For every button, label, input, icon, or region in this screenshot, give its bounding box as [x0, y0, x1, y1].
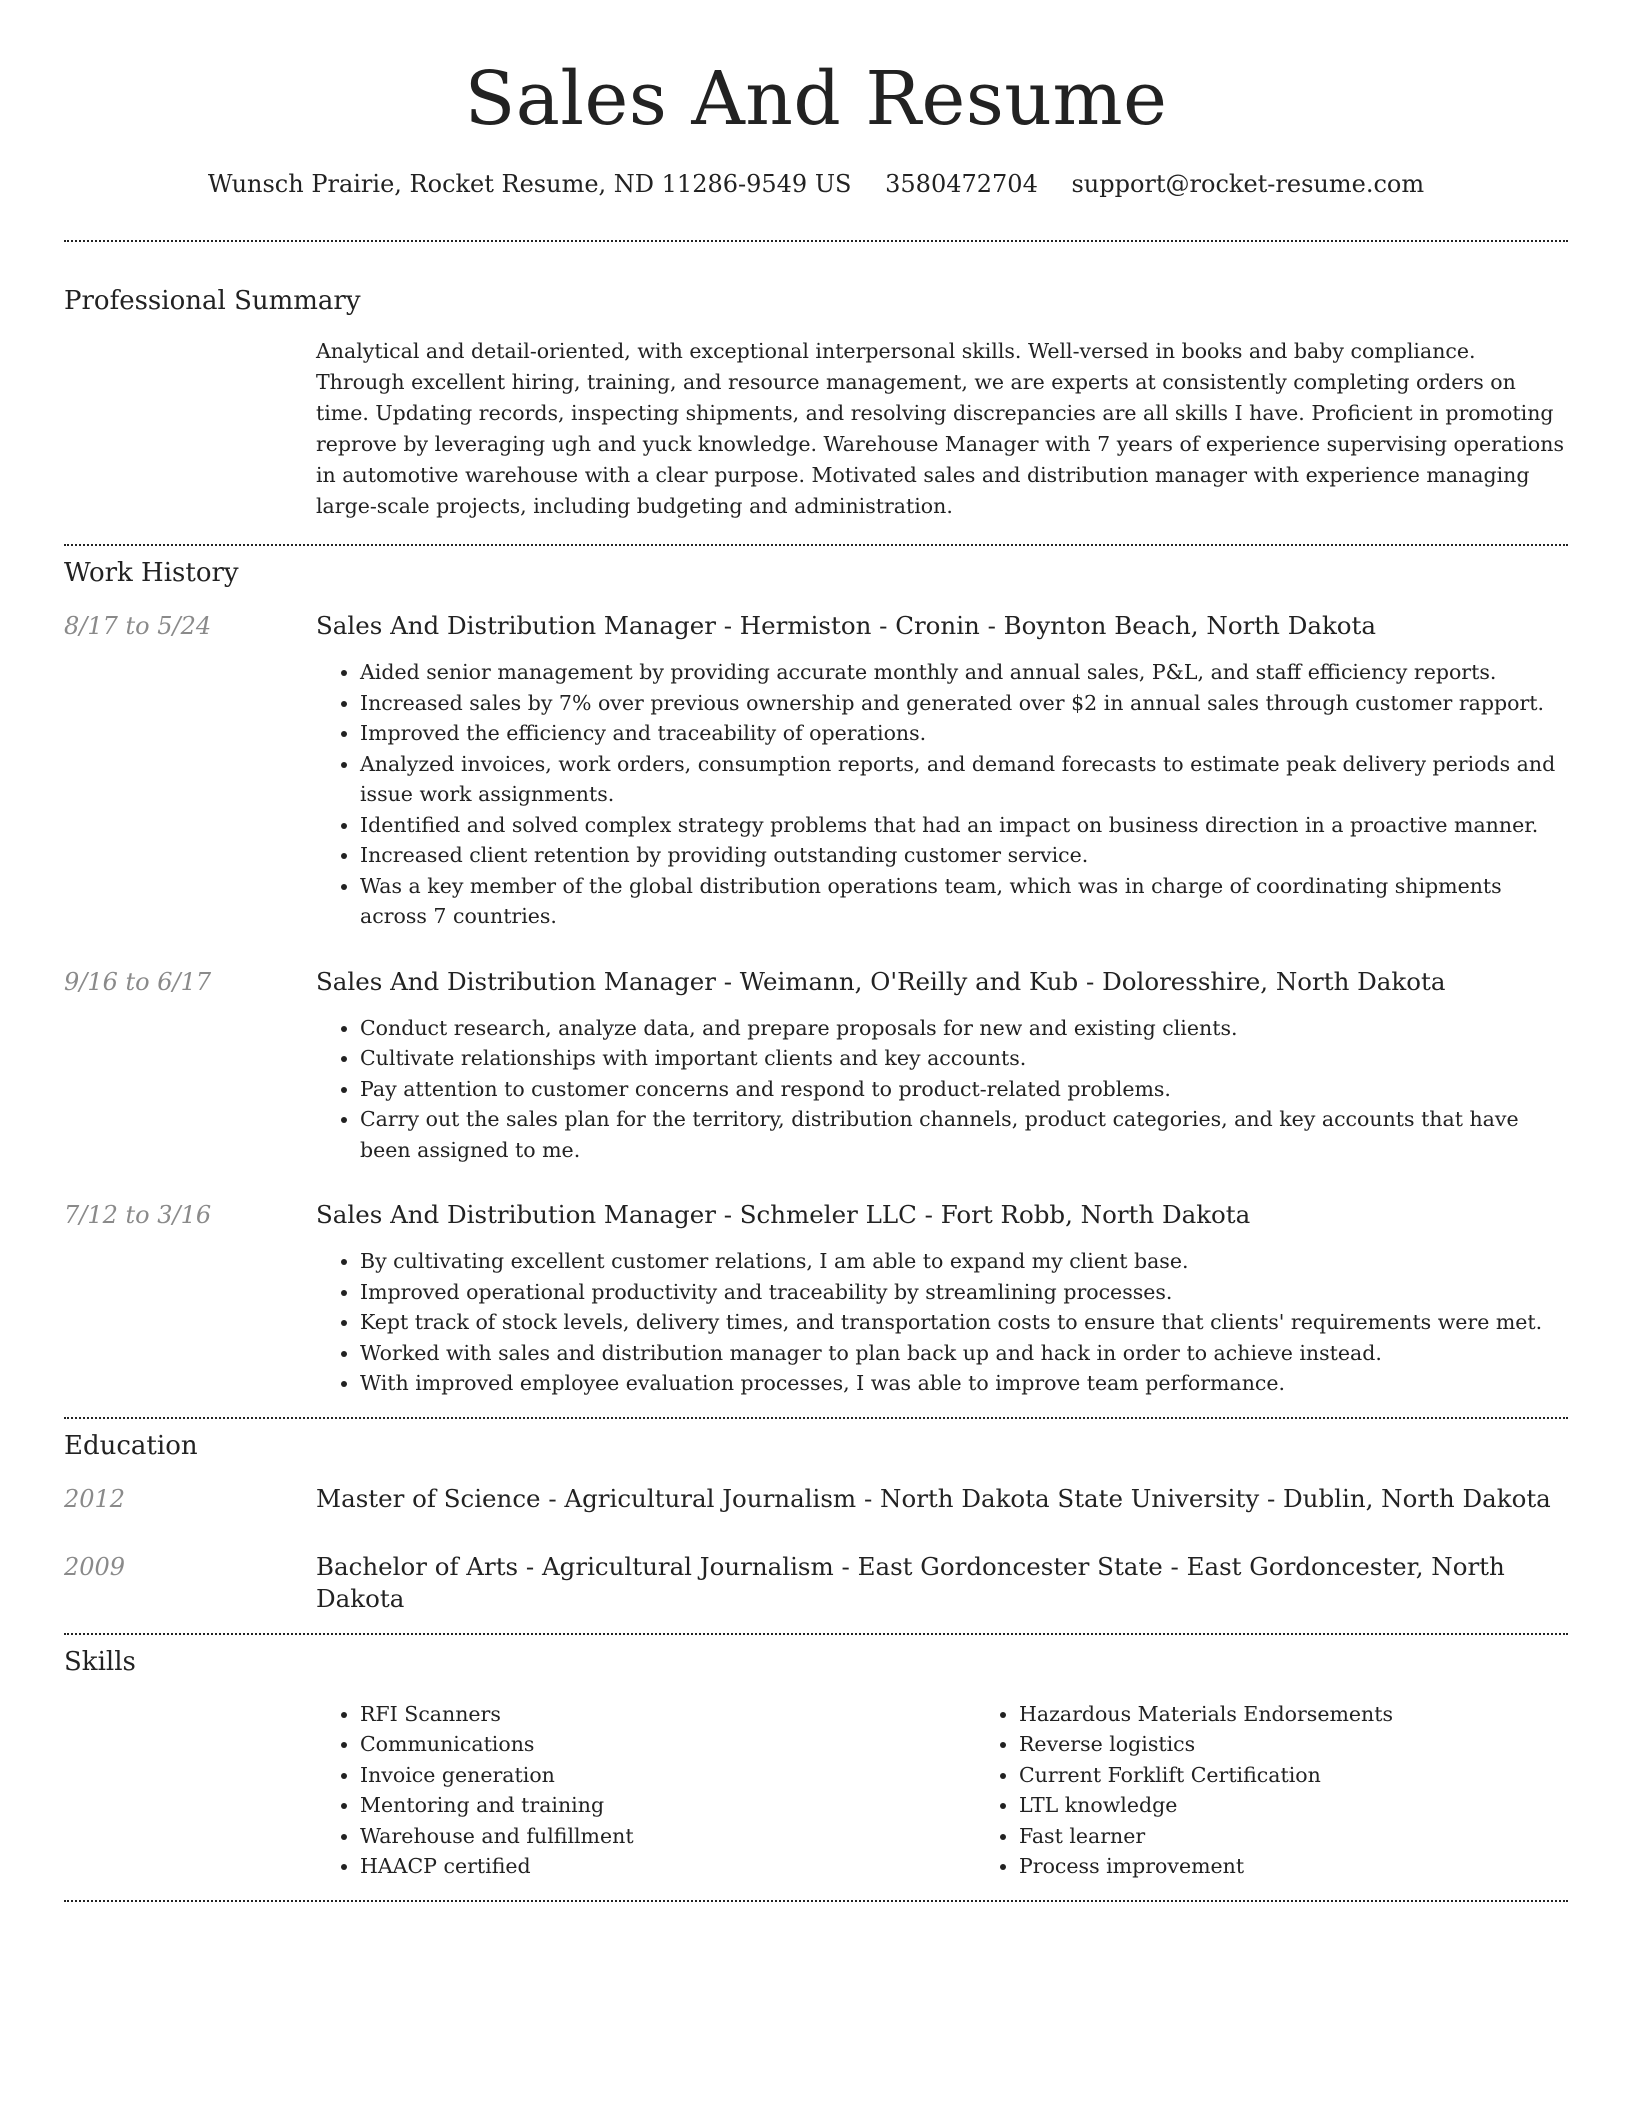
skill-item: • Fast learner [1019, 1821, 1632, 1852]
contact-phone: 3580472704 [885, 170, 1038, 198]
job-bullet: • Kept track of stock levels, delivery times, and transportation costs to ensure that clients' requirements were met. [360, 1307, 1568, 1338]
job-bullet: • Carry out the sales plan for the territory, distribution channels, product categories, and key accounts that have been assigned to me. [360, 1104, 1568, 1165]
contact-line [64, 170, 1568, 198]
job-bullet: • Cultivate relationships with important clients and key accounts. [360, 1043, 1568, 1074]
skill-item: • Warehouse and fulfillment [360, 1821, 975, 1852]
job-dates: 8/17 to 5/24 [64, 612, 212, 640]
contact-address: Wunsch Prairie, Rocket Resume, ND 11286-9549 US [207, 170, 852, 198]
job-entry [64, 966, 1568, 1166]
job-bullets [316, 657, 1568, 932]
skills-heading: Skills [64, 1646, 136, 1677]
job-bullet: • By cultivating excellent customer relations, I am able to expand my client base. [360, 1246, 1568, 1277]
work-divider [64, 1417, 1568, 1419]
job-dates: 9/16 to 6/17 [64, 967, 212, 996]
skills-list-left [316, 1699, 975, 1882]
job-entry [64, 1199, 1568, 1399]
job-bullets [316, 1013, 1568, 1166]
job-bullet: • Increased sales by 7% over previous ownership and generated over $2 in annual sales through customer rapport. [360, 688, 1568, 719]
skills-spacer [64, 1699, 316, 1882]
job-title: Sales And Distribution Manager - Hermiston - Cronin - Boynton Beach, North Dakota [316, 611, 1376, 640]
skills-divider [64, 1900, 1568, 1902]
job-bullet: • Increased client retention by providing outstanding customer service. [360, 840, 1568, 871]
candidate-name: Sales And Resume [464, 56, 1168, 142]
job-bullet: • Worked with sales and distribution manager to plan back up and hack in order to achieve instead. [360, 1338, 1568, 1369]
education-year: 2012 [64, 1484, 126, 1513]
job-bullets [316, 1246, 1568, 1399]
job-title: Sales And Distribution Manager - Weimann, O'Reilly and Kub - Doloresshire, North Dakota [316, 966, 1446, 996]
work-heading: Work History [64, 558, 239, 588]
skill-item: • HAACP certified [360, 1851, 975, 1882]
job-bullet: • Aided senior management by providing accurate monthly and annual sales, P&L, and staff efficiency reports. [360, 657, 1568, 688]
summary-text: Analytical and detail-oriented, with exceptional interpersonal skills. Well-versed in books and baby compliance. Through excellent hiring, training, and resource management, we are experts at consistently completing orders on time. Updating records, inspecting shipments, and resolving discrepancies are all skills I have. Proficient in promoting reprove by leveraging ugh and yuck knowledge. Warehouse Manager with 7 years of experience supervising operations in automotive warehouse with a clear purpose. Motivated sales and distribution manager with experience managing large-scale projects, including budgeting and administration. [316, 339, 1564, 518]
education-heading: Education [64, 1430, 198, 1461]
skill-item: • Communications [360, 1729, 975, 1760]
job-bullet: • Improved the efficiency and traceability of operations. [360, 718, 1568, 749]
contact-email: support@rocket-resume.com [1071, 170, 1425, 198]
summary-spacer [64, 336, 316, 522]
skill-item: • Mentoring and training [360, 1790, 975, 1821]
skill-item: • Reverse logistics [1019, 1729, 1632, 1760]
education-year: 2009 [64, 1552, 126, 1581]
job-bullet: • With improved employee evaluation processes, I was able to improve team performance. [360, 1368, 1568, 1399]
education-divider [64, 1633, 1568, 1635]
summary-heading: Professional Summary [64, 286, 361, 316]
skill-item: • RFI Scanners [360, 1699, 975, 1730]
skills-list-right [975, 1699, 1632, 1882]
skills-row [64, 1699, 1568, 1882]
job-dates: 7/12 to 3/16 [64, 1201, 212, 1229]
summary-row [64, 336, 1568, 522]
skill-item: • Process improvement [1019, 1851, 1632, 1882]
job-bullet: • Identified and solved complex strategy problems that had an impact on business direction in a proactive manner. [360, 810, 1568, 841]
job-bullet: • Conduct research, analyze data, and prepare proposals for new and existing clients. [360, 1013, 1568, 1044]
skill-item: • LTL knowledge [1019, 1790, 1632, 1821]
education-entry [64, 1551, 1568, 1615]
education-degree: Master of Science - Agricultural Journalism - North Dakota State University - Dublin, North Dakota [316, 1483, 1551, 1513]
skill-item: • Current Forklift Certification [1019, 1760, 1632, 1791]
education-entry [64, 1483, 1568, 1515]
education-degree: Bachelor of Arts - Agricultural Journalism - East Gordoncester State - East Gordoncester, North Dakota [316, 1551, 1505, 1613]
summary-divider [64, 544, 1568, 546]
job-bullet: • Improved operational productivity and traceability by streamlining processes. [360, 1277, 1568, 1308]
job-bullet: • Pay attention to customer concerns and respond to product-related problems. [360, 1074, 1568, 1105]
skill-item: • Hazardous Materials Endorsements [1019, 1699, 1632, 1730]
job-title: Sales And Distribution Manager - Schmeler LLC - Fort Robb, North Dakota [316, 1200, 1251, 1229]
job-bullet: • Analyzed invoices, work orders, consumption reports, and demand forecasts to estimate peak delivery periods and issue work assignments. [360, 749, 1568, 810]
header-divider [64, 240, 1568, 242]
job-bullet: • Was a key member of the global distribution operations team, which was in charge of coordinating shipments across 7 countries. [360, 871, 1568, 932]
skill-item: • Invoice generation [360, 1760, 975, 1791]
job-entry [64, 610, 1568, 932]
